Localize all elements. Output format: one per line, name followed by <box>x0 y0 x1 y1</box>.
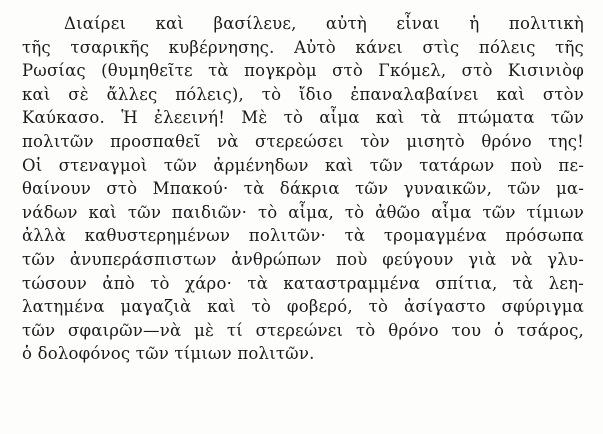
paragraph <box>22 12 584 366</box>
paragraph-line: Ρωσίας (θυμηθεῖτε τὰ πογκρὸμ στὸ Γκόμελ, στὸ Κισινιὸφ <box>22 61 584 81</box>
paragraph-line: νάδων καὶ τῶν παιδιῶν· τὸ αἷμα, τὸ ἀθῶο αἷμα τῶν τίμιων <box>22 202 584 222</box>
paragraph-line: τῆς τσαρικῆς κυβέρνησης. Αὐτὸ κάνει στὶς πόλεις τῆς <box>22 37 584 57</box>
paragraph-line: Διαίρει καὶ βασίλευε, αὐτὴ εἶναι ἡ πολιτικὴ <box>64 14 584 33</box>
paragraph-line: θαίνουν στὸ Μπακού· τὰ δάκρια τῶν γυναικῶν, τῶν μα- <box>22 179 584 199</box>
paragraph-line: Καύκασο. Ἡ ἐλεεινή! Μὲ τὸ αἷμα καὶ τὰ πτώματα τῶν <box>22 108 584 128</box>
paragraph-line: λατημένα μαγαζιὰ καὶ τὸ φοβερό, τὸ ἀσίγαστο σφύριγμα <box>22 297 584 317</box>
paragraph-line: καὶ σὲ ἄλλες πόλεις), τὸ ἴδιο ἐπαναλαβαίνει καὶ στὸν <box>22 84 584 104</box>
paragraph-line: τῶν ἀνυπεράσπιστων ἀνθρώπων ποὺ φεύγουν γιὰ νὰ γλυ- <box>22 249 584 269</box>
paragraph-line: ὁ δολοφόνος τῶν τίμιων πολιτῶν. <box>22 344 315 364</box>
paragraph-line: ἀλλὰ καθυστερημένων πολιτῶν· τὰ τρομαγμένα πρόσωπα <box>22 226 584 246</box>
paragraph-line: Οἱ στεναγμοὶ τῶν ἀρμένηδων καὶ τῶν τατάρων ποὺ πε- <box>22 155 584 175</box>
paragraph-line: πολιτῶν προσπαθεῖ νὰ στερεώσει τὸν μισητὸ θρόνο της! <box>22 131 584 151</box>
paragraph-line: τῶν σφαιρῶν—νὰ μὲ τί στερεώνει τὸ θρόνο του ὁ τσάρος, <box>22 320 584 340</box>
paragraph-line: τώσουν ἀπὸ τὸ χάρο· τὰ καταστραμμένα σπίτια, τὰ λεη- <box>22 273 584 293</box>
